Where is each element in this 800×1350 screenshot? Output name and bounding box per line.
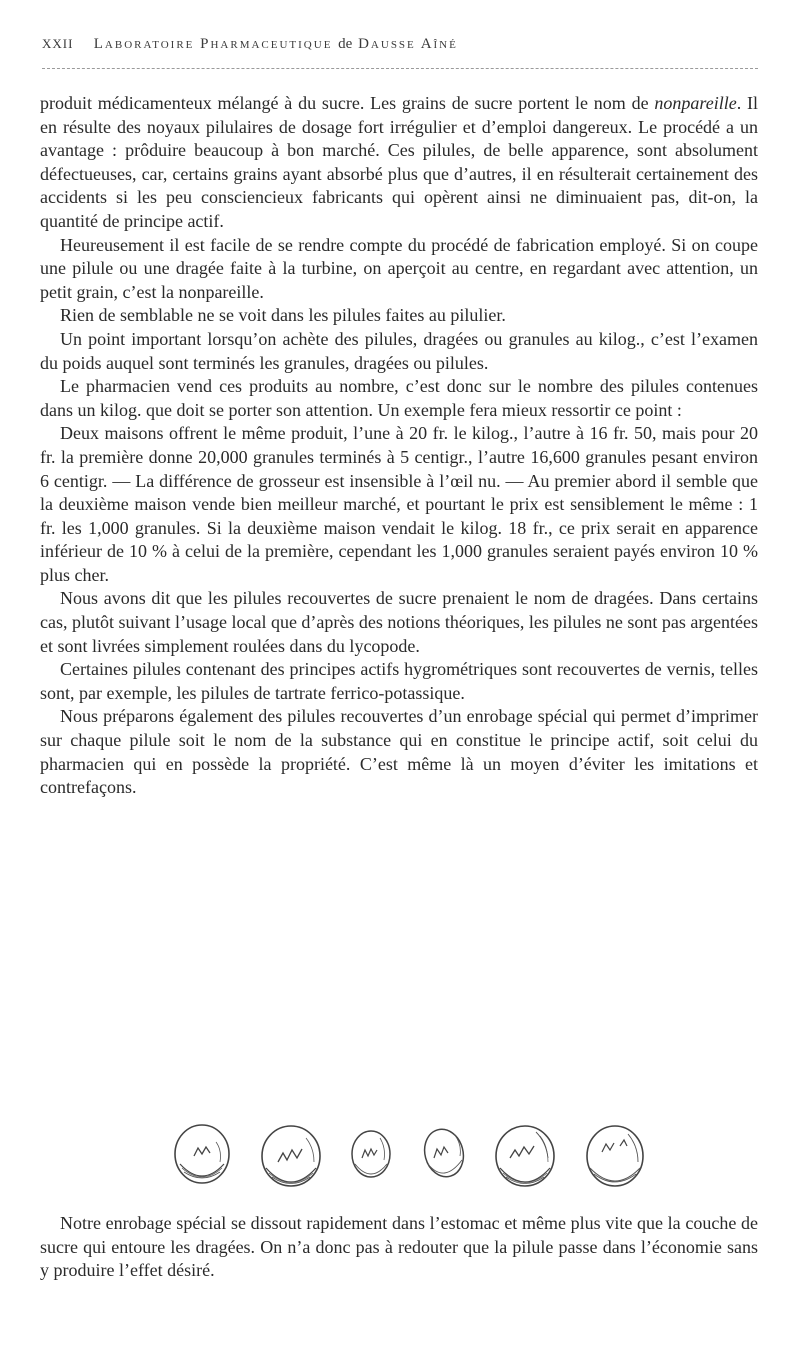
printed-pill-icon xyxy=(256,1118,326,1190)
header-rule xyxy=(42,68,758,69)
term-nonpareille: nonpareille xyxy=(654,93,737,113)
running-title xyxy=(94,36,458,53)
body-text xyxy=(40,92,758,800)
printed-pills-illustration xyxy=(160,1118,660,1190)
printed-pill-icon xyxy=(580,1118,650,1190)
paragraph-7: Nous avons dit que les pilules recouvertes de sucre prenaient le nom de dragées. Dans certains cas, plutôt suivant l’usage local que d’après des notions théoriques, les pilules ne sont pas argentées et sont livrées simplement roulées dans du lycopode. xyxy=(40,588,758,656)
printed-pill-icon xyxy=(418,1124,470,1182)
running-title-de: de xyxy=(338,36,353,52)
paragraph-1-start: produit médicamenteux mélangé à du sucre. Les grains de sucre portent le nom de xyxy=(40,93,655,113)
paragraph-4: Un point important lorsqu’on achète des pilules, dragées ou granules au kilog., c’est l’examen du poids auquel sont terminés les granules, dragées ou pilules. xyxy=(40,328,758,373)
paragraph-2: Heureusement il est facile de se rendre compte du procédé de fabrication employé. Si on coupe une pilule ou une dragée faite à la turbine, on aperçoit au centre, en regardant avec attention, un petit grain, c’est la nonpareille. xyxy=(40,234,758,302)
printed-pill-icon xyxy=(346,1126,396,1182)
page-folio: XXII xyxy=(42,36,74,51)
paragraph-6: Deux maisons offrent le même produit, l’une à 20 fr. le kilog., l’autre à 16 fr. 50, mais pour 20 fr. la première donne 20,000 granules terminés à 5 centigr., l’autre 16,600 granules pesant environ 6 centigr. — La différence de grosseur est insensible à l’œil nu. — Au premier abord il semble que la deuxième maison vende bien meilleur marché, et pourtant le prix est sensiblement le même : 1 fr. les 1,000 granules. Si la deuxième maison vendait le kilog. 18 fr., ce prix serait en apparence inférieur de 10 % à celui de la première, cependant les 1,000 granules seraient payés environ 10 % plus cher. xyxy=(40,423,758,585)
paragraph-8: Certaines pilules contenant des principes actifs hygrométriques sont recouvertes de vernis, telles sont, par exemple, les pilules de tartrate ferrico-potassique. xyxy=(40,659,758,703)
closing-paragraph xyxy=(40,1212,758,1283)
running-title-lab: Laboratoire Pharmaceutique xyxy=(93,36,333,52)
printed-pill-icon xyxy=(490,1118,560,1190)
paragraph-1 xyxy=(40,92,758,234)
paragraph-closing: Notre enrobage spécial se dissout rapidement dans l’estomac et même plus vite que la couche de sucre qui entoure les dragées. On n’a donc pas à redouter que la pilule passe dans l’économie sans y produire l’effet désiré. xyxy=(40,1213,758,1281)
running-title-dausse: Dausse Aîné xyxy=(358,36,458,52)
printed-pill-icon xyxy=(170,1118,234,1186)
paragraph-1-end: . Il en résulte des noyaux pilulaires de dosage fort irrégulier et d’emploi dangereux. Le procédé a un avantage : prôduire beaucoup à bon marché. Ces pilules, de belle apparence, sont absolument défectueuses, car, certains grains ayant absorbé plus que d’autres, il en résulterait certainement des accidents si les peu consciencieux fabricants qui opèrent ainsi ne diminuaient pas, dit-on, la quantité de principe actif. xyxy=(40,93,759,231)
paragraph-3: Rien de semblable ne se voit dans les pilules faites au pilulier. xyxy=(60,305,506,326)
paragraph-5: Le pharmacien vend ces produits au nombre, c’est donc sur le nombre des pilules contenues dans un kilog. que doit se porter son attention. Un exemple fera mieux ressortir ce point : xyxy=(40,376,758,420)
paragraph-9: Nous préparons également des pilules recouvertes d’un enrobage spécial qui permet d’imprimer sur chaque pilule soit le nom de la substance qui en constitue le principe actif, soit celui du pharmacien qui en possède la propriété. C’est même là un moyen d’éviter les imitations et contrefaçons. xyxy=(40,706,758,798)
running-head xyxy=(42,36,758,53)
